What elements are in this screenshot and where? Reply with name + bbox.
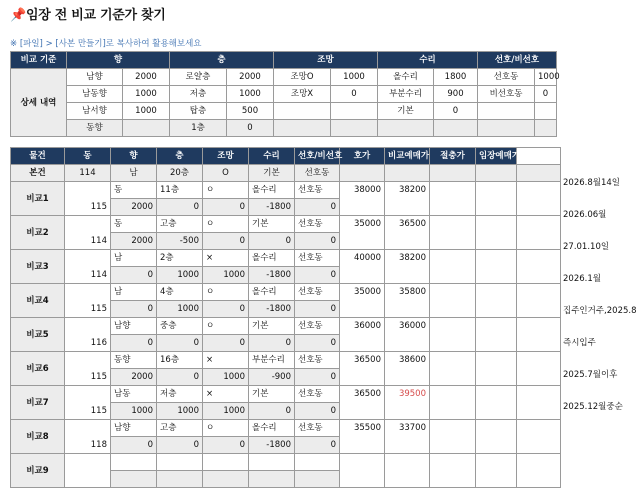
- comparison-adjust-cell[interactable]: 1000: [157, 301, 203, 318]
- compromise-price-cell[interactable]: [430, 318, 476, 352]
- comparison-dong-cell[interactable]: 115: [65, 182, 111, 216]
- comparison-attr-cell[interactable]: ㅇ: [203, 284, 249, 301]
- empty-cell[interactable]: [430, 165, 476, 182]
- comparison-adjust-cell[interactable]: 1000: [111, 403, 157, 420]
- comparison-adjust-cell[interactable]: -900: [249, 369, 295, 386]
- comparison-adjust-cell[interactable]: 2000: [111, 369, 157, 386]
- visit-price-cell[interactable]: [476, 318, 517, 352]
- comparison-attr-cell[interactable]: 동: [111, 216, 157, 233]
- comparison-table: [10, 147, 561, 488]
- comparison-note: 2026.8월14일: [563, 178, 620, 188]
- criteria-value-cell[interactable]: 1000: [123, 103, 170, 120]
- comparison-adjust-cell[interactable]: -1800: [249, 267, 295, 284]
- base-pref-cell[interactable]: 선호동: [295, 165, 340, 182]
- visit-price-cell[interactable]: [476, 284, 517, 318]
- comparison-row: [11, 216, 561, 233]
- empty-cell[interactable]: [517, 216, 561, 250]
- comparison-label[interactable]: 비교3: [11, 250, 65, 284]
- comparison-adjust-cell[interactable]: [111, 471, 157, 488]
- criteria-name-cell[interactable]: 탑층: [170, 103, 227, 120]
- comparison-dong-cell[interactable]: 116: [65, 318, 111, 352]
- compromise-price-cell[interactable]: [430, 454, 476, 488]
- empty-cell[interactable]: [476, 165, 517, 182]
- comparison-adjust-cell[interactable]: 0: [111, 335, 157, 352]
- criteria-name-cell[interactable]: 저층: [170, 86, 227, 103]
- comparison-attr-cell[interactable]: ㅇ: [203, 182, 249, 199]
- comparison-attr-cell[interactable]: 선호동: [295, 352, 340, 369]
- compare-price-cell[interactable]: 38200: [385, 182, 430, 216]
- empty-cell[interactable]: [517, 182, 561, 216]
- comparison-note: 27.01.10일: [563, 242, 610, 252]
- empty-cell[interactable]: [517, 386, 561, 420]
- comparison-attr-cell[interactable]: [111, 454, 157, 471]
- comparison-attr-cell[interactable]: [157, 454, 203, 471]
- criteria-value-cell[interactable]: 2000: [227, 69, 274, 86]
- comparison-header-cell[interactable]: 조망: [203, 148, 249, 165]
- criteria-name-cell[interactable]: 1층: [170, 120, 227, 137]
- comparison-attr-cell[interactable]: 기본: [249, 318, 295, 335]
- comparison-attr-cell[interactable]: ㅇ: [203, 216, 249, 233]
- comparison-adjust-cell[interactable]: 0: [249, 233, 295, 250]
- comparison-adjust-cell[interactable]: 0: [157, 199, 203, 216]
- criteria-row: [11, 86, 557, 103]
- comparison-adjust-cell[interactable]: 0: [249, 403, 295, 420]
- comparison-label[interactable]: 비교4: [11, 284, 65, 318]
- comparison-note: 2025.12월중순: [563, 402, 623, 412]
- comparison-attr-cell[interactable]: 4층: [157, 284, 203, 301]
- asking-price-cell[interactable]: 35500: [340, 420, 385, 454]
- comparison-label[interactable]: 비교1: [11, 182, 65, 216]
- criteria-value-cell[interactable]: 0: [434, 103, 478, 120]
- comparison-dong-cell[interactable]: 114: [65, 250, 111, 284]
- comparison-adjust-cell[interactable]: 0: [111, 267, 157, 284]
- comparison-adjust-cell[interactable]: 0: [249, 335, 295, 352]
- comparison-label[interactable]: 비교2: [11, 216, 65, 250]
- comparison-header-cell[interactable]: 임장예매가: [476, 148, 517, 165]
- comparison-attr-cell[interactable]: 남: [111, 284, 157, 301]
- compromise-price-cell[interactable]: [430, 284, 476, 318]
- comparison-note: 즉시입주: [563, 338, 596, 348]
- criteria-value-cell[interactable]: [331, 120, 378, 137]
- compromise-price-cell[interactable]: [430, 216, 476, 250]
- base-view-cell[interactable]: O: [203, 165, 249, 182]
- comparison-header-cell[interactable]: 호가: [340, 148, 385, 165]
- criteria-value-cell[interactable]: [434, 120, 478, 137]
- compare-price-cell[interactable]: 36000: [385, 318, 430, 352]
- comparison-attr-cell[interactable]: 올수리: [249, 284, 295, 301]
- empty-cell[interactable]: [517, 250, 561, 284]
- criteria-name-cell[interactable]: 로얄층: [170, 69, 227, 86]
- comparison-adjust-cell[interactable]: -500: [157, 233, 203, 250]
- criteria-value-cell[interactable]: [331, 103, 378, 120]
- criteria-name-cell[interactable]: 선호동: [478, 69, 535, 86]
- comparison-attr-cell[interactable]: 선호동: [295, 386, 340, 403]
- comparison-attr-cell[interactable]: 남향: [111, 318, 157, 335]
- criteria-row: [11, 69, 557, 86]
- visit-price-cell[interactable]: [476, 386, 517, 420]
- comparison-adjust-cell[interactable]: 0: [203, 199, 249, 216]
- criteria-value-cell[interactable]: 1000: [227, 86, 274, 103]
- comparison-adjust-cell[interactable]: 0: [203, 301, 249, 318]
- comparison-attr-cell[interactable]: [249, 454, 295, 471]
- criteria-name-cell[interactable]: 기본: [378, 103, 434, 120]
- criteria-header-row: [11, 52, 557, 69]
- comparison-adjust-cell[interactable]: 0: [295, 267, 340, 284]
- compromise-price-cell[interactable]: [430, 352, 476, 386]
- comparison-attr-cell[interactable]: 올수리: [249, 420, 295, 437]
- comparison-attr-cell[interactable]: ×: [203, 352, 249, 369]
- comparison-attr-cell[interactable]: 동: [111, 182, 157, 199]
- page-title: [10, 4, 165, 23]
- comparison-header-cell[interactable]: 층: [157, 148, 203, 165]
- comparison-note: 2026.06월: [563, 210, 607, 220]
- comparison-adjust-cell[interactable]: 2000: [111, 233, 157, 250]
- criteria-name-cell[interactable]: [274, 120, 331, 137]
- empty-cell[interactable]: [517, 165, 561, 182]
- compromise-price-cell[interactable]: [430, 182, 476, 216]
- comparison-label[interactable]: 비교6: [11, 352, 65, 386]
- comparison-dong-cell[interactable]: 115: [65, 352, 111, 386]
- empty-cell[interactable]: [517, 352, 561, 386]
- comparison-dong-cell[interactable]: [65, 454, 111, 488]
- comparison-attr-cell[interactable]: ×: [203, 386, 249, 403]
- comparison-attr-cell[interactable]: 올수리: [249, 250, 295, 267]
- criteria-value-cell[interactable]: 0: [227, 120, 274, 137]
- comparison-attr-cell[interactable]: 선호동: [295, 318, 340, 335]
- criteria-row-label[interactable]: 상세 내역: [11, 69, 67, 137]
- comparison-note: 2026.1월: [563, 274, 601, 284]
- comparison-header-cell[interactable]: 수리: [249, 148, 295, 165]
- comparison-attr-cell[interactable]: 남: [111, 250, 157, 267]
- criteria-header-cell[interactable]: 수리: [378, 52, 478, 69]
- comparison-attr-cell[interactable]: ㅇ: [203, 318, 249, 335]
- comparison-adjust-cell[interactable]: 0: [295, 301, 340, 318]
- comparison-attr-cell[interactable]: 저층: [157, 386, 203, 403]
- criteria-value-cell[interactable]: 2000: [123, 69, 170, 86]
- criteria-name-cell[interactable]: 조망X: [274, 86, 331, 103]
- comparison-adjust-cell[interactable]: 0: [203, 233, 249, 250]
- criteria-header-cell[interactable]: 층: [170, 52, 274, 69]
- comparison-row: [11, 454, 561, 471]
- asking-price-cell[interactable]: [340, 454, 385, 488]
- comparison-adjust-cell[interactable]: 1000: [203, 267, 249, 284]
- base-row: [11, 165, 561, 182]
- comparison-adjust-cell[interactable]: 0: [157, 437, 203, 454]
- comparison-attr-cell[interactable]: 고층: [157, 216, 203, 233]
- visit-price-cell[interactable]: [476, 216, 517, 250]
- asking-price-cell[interactable]: 38000: [340, 182, 385, 216]
- criteria-table: [10, 51, 560, 137]
- comparison-header-cell[interactable]: 선호/비선호: [295, 148, 340, 165]
- comparison-adjust-cell[interactable]: 0: [295, 437, 340, 454]
- comparison-row: [11, 420, 561, 437]
- comparison-label[interactable]: 비교9: [11, 454, 65, 488]
- comparison-adjust-cell[interactable]: 0: [295, 335, 340, 352]
- visit-price-cell[interactable]: [476, 352, 517, 386]
- compromise-price-cell[interactable]: [430, 386, 476, 420]
- comparison-adjust-cell[interactable]: [295, 471, 340, 488]
- comparison-dong-cell[interactable]: 114: [65, 216, 111, 250]
- comparison-attr-cell[interactable]: 올수리: [249, 182, 295, 199]
- comparison-adjust-cell[interactable]: 0: [111, 437, 157, 454]
- criteria-value-cell[interactable]: 1800: [434, 69, 478, 86]
- comparison-row: [11, 284, 561, 301]
- notes-column: [560, 164, 640, 484]
- compare-price-cell[interactable]: 35800: [385, 284, 430, 318]
- compare-price-cell[interactable]: 38600: [385, 352, 430, 386]
- comparison-header-cell[interactable]: 비교예매가: [385, 148, 430, 165]
- criteria-name-cell[interactable]: 올수리: [378, 69, 434, 86]
- criteria-header-cell[interactable]: 비교 기준: [11, 52, 67, 69]
- comparison-adjust-cell[interactable]: 1000: [203, 403, 249, 420]
- empty-cell[interactable]: [385, 165, 430, 182]
- comparison-adjust-cell[interactable]: -1800: [249, 437, 295, 454]
- comparison-header-row: [11, 148, 561, 165]
- comparison-attr-cell[interactable]: 11층: [157, 182, 203, 199]
- empty-cell[interactable]: [340, 165, 385, 182]
- comparison-adjust-cell[interactable]: 0: [203, 335, 249, 352]
- criteria-name-cell[interactable]: 남동향: [67, 86, 123, 103]
- comparison-row: [11, 386, 561, 403]
- comparison-attr-cell[interactable]: 선호동: [295, 182, 340, 199]
- comparison-attr-cell[interactable]: ㅇ: [203, 420, 249, 437]
- comparison-note: 2025.7월이후: [563, 370, 618, 380]
- comparison-note: 집주인거주,2025.8: [563, 306, 637, 316]
- criteria-header-cell[interactable]: 선호/비선호: [478, 52, 557, 69]
- comparison-label[interactable]: 비교5: [11, 318, 65, 352]
- comparison-row: [11, 352, 561, 369]
- criteria-name-cell[interactable]: [478, 103, 535, 120]
- base-floor-cell[interactable]: 20층: [157, 165, 203, 182]
- criteria-value-cell[interactable]: 500: [227, 103, 274, 120]
- criteria-row: [11, 120, 557, 137]
- comparison-dong-cell[interactable]: 115: [65, 386, 111, 420]
- pushpin-icon: 📌: [10, 8, 26, 23]
- comparison-adjust-cell[interactable]: -1800: [249, 199, 295, 216]
- base-hyang-cell[interactable]: 남: [111, 165, 157, 182]
- comparison-attr-cell[interactable]: 선호동: [295, 284, 340, 301]
- comparison-attr-cell[interactable]: [203, 454, 249, 471]
- comparison-attr-cell[interactable]: 고층: [157, 420, 203, 437]
- asking-price-cell[interactable]: 35000: [340, 284, 385, 318]
- comparison-dong-cell[interactable]: 115: [65, 284, 111, 318]
- base-repair-cell[interactable]: 기본: [249, 165, 295, 182]
- asking-price-cell[interactable]: 36500: [340, 386, 385, 420]
- comparison-attr-cell[interactable]: 선호동: [295, 216, 340, 233]
- base-label[interactable]: 본건: [11, 165, 65, 182]
- criteria-value-cell[interactable]: 1000: [535, 69, 557, 86]
- comparison-attr-cell[interactable]: 16층: [157, 352, 203, 369]
- criteria-name-cell[interactable]: 부분수리: [378, 86, 434, 103]
- comparison-row: [11, 250, 561, 267]
- comparison-adjust-cell[interactable]: 1000: [203, 369, 249, 386]
- comparison-label[interactable]: 비교8: [11, 420, 65, 454]
- page-title-text: 임장 전 비교 기준가 찾기: [26, 8, 166, 23]
- asking-price-cell[interactable]: 40000: [340, 250, 385, 284]
- base-dong-cell[interactable]: 114: [65, 165, 111, 182]
- comparison-attr-cell[interactable]: 기본: [249, 216, 295, 233]
- criteria-value-cell[interactable]: 900: [434, 86, 478, 103]
- comparison-attr-cell[interactable]: [295, 454, 340, 471]
- visit-price-cell[interactable]: [476, 182, 517, 216]
- criteria-value-cell[interactable]: [535, 120, 557, 137]
- comparison-header-cell[interactable]: 향: [111, 148, 157, 165]
- comparison-dong-cell[interactable]: 118: [65, 420, 111, 454]
- copy-notice: ※ [파일] > [사본 만들기]로 복사하여 활용해보세요: [10, 39, 202, 49]
- comparison-attr-cell[interactable]: 부분수리: [249, 352, 295, 369]
- comparison-attr-cell[interactable]: 동향: [111, 352, 157, 369]
- asking-price-cell[interactable]: 36000: [340, 318, 385, 352]
- comparison-adjust-cell[interactable]: [157, 471, 203, 488]
- empty-cell[interactable]: [517, 420, 561, 454]
- criteria-name-cell[interactable]: 조망O: [274, 69, 331, 86]
- criteria-name-cell[interactable]: [274, 103, 331, 120]
- comparison-adjust-cell[interactable]: -1800: [249, 301, 295, 318]
- empty-cell[interactable]: [517, 318, 561, 352]
- comparison-attr-cell[interactable]: 선호동: [295, 420, 340, 437]
- criteria-header-cell[interactable]: 조망: [274, 52, 378, 69]
- comparison-attr-cell[interactable]: 선호동: [295, 250, 340, 267]
- comparison-adjust-cell[interactable]: 0: [295, 233, 340, 250]
- compare-price-cell[interactable]: 39500: [385, 386, 430, 420]
- comparison-header-cell[interactable]: 절충가: [430, 148, 476, 165]
- comparison-attr-cell[interactable]: ×: [203, 250, 249, 267]
- asking-price-cell[interactable]: 35000: [340, 216, 385, 250]
- criteria-header-cell[interactable]: 향: [67, 52, 170, 69]
- criteria-value-cell[interactable]: [535, 103, 557, 120]
- criteria-name-cell[interactable]: 남향: [67, 69, 123, 86]
- comparison-adjust-cell[interactable]: [203, 471, 249, 488]
- criteria-name-cell[interactable]: 비선호동: [478, 86, 535, 103]
- comparison-adjust-cell[interactable]: 0: [203, 437, 249, 454]
- visit-price-cell[interactable]: [476, 454, 517, 488]
- comparison-adjust-cell[interactable]: 0: [111, 301, 157, 318]
- comparison-row: [11, 182, 561, 199]
- comparison-adjust-cell[interactable]: 0: [295, 403, 340, 420]
- empty-cell[interactable]: [517, 148, 561, 165]
- criteria-name-cell[interactable]: [378, 120, 434, 137]
- criteria-name-cell[interactable]: 동향: [67, 120, 123, 137]
- comparison-header-cell[interactable]: 동: [65, 148, 111, 165]
- criteria-name-cell[interactable]: [478, 120, 535, 137]
- comparison-label[interactable]: 비교7: [11, 386, 65, 420]
- empty-cell[interactable]: [517, 284, 561, 318]
- criteria-value-cell[interactable]: [123, 120, 170, 137]
- visit-price-cell[interactable]: [476, 420, 517, 454]
- criteria-name-cell[interactable]: 남서향: [67, 103, 123, 120]
- compare-price-cell[interactable]: [385, 454, 430, 488]
- compromise-price-cell[interactable]: [430, 250, 476, 284]
- comparison-attr-cell[interactable]: 기본: [249, 386, 295, 403]
- comparison-adjust-cell[interactable]: 0: [157, 335, 203, 352]
- comparison-header-cell[interactable]: 물건: [11, 148, 65, 165]
- compare-price-cell[interactable]: 36500: [385, 216, 430, 250]
- comparison-adjust-cell[interactable]: 1000: [157, 267, 203, 284]
- comparison-row: [11, 318, 561, 335]
- comparison-adjust-cell[interactable]: 0: [157, 369, 203, 386]
- comparison-adjust-cell[interactable]: 0: [295, 199, 340, 216]
- comparison-adjust-cell[interactable]: 0: [295, 369, 340, 386]
- comparison-adjust-cell[interactable]: [249, 471, 295, 488]
- compare-price-cell[interactable]: 38200: [385, 250, 430, 284]
- comparison-adjust-cell[interactable]: 1000: [157, 403, 203, 420]
- comparison-attr-cell[interactable]: 남향: [111, 420, 157, 437]
- asking-price-cell[interactable]: 36500: [340, 352, 385, 386]
- criteria-value-cell[interactable]: 0: [535, 86, 557, 103]
- compare-price-cell[interactable]: 33700: [385, 420, 430, 454]
- criteria-value-cell[interactable]: 0: [331, 86, 378, 103]
- comparison-adjust-cell[interactable]: 2000: [111, 199, 157, 216]
- visit-price-cell[interactable]: [476, 250, 517, 284]
- criteria-row: [11, 103, 557, 120]
- empty-cell[interactable]: [517, 454, 561, 488]
- criteria-value-cell[interactable]: 1000: [123, 86, 170, 103]
- comparison-attr-cell[interactable]: 중층: [157, 318, 203, 335]
- comparison-attr-cell[interactable]: 2층: [157, 250, 203, 267]
- compromise-price-cell[interactable]: [430, 420, 476, 454]
- comparison-attr-cell[interactable]: 남동: [111, 386, 157, 403]
- criteria-value-cell[interactable]: 1000: [331, 69, 378, 86]
